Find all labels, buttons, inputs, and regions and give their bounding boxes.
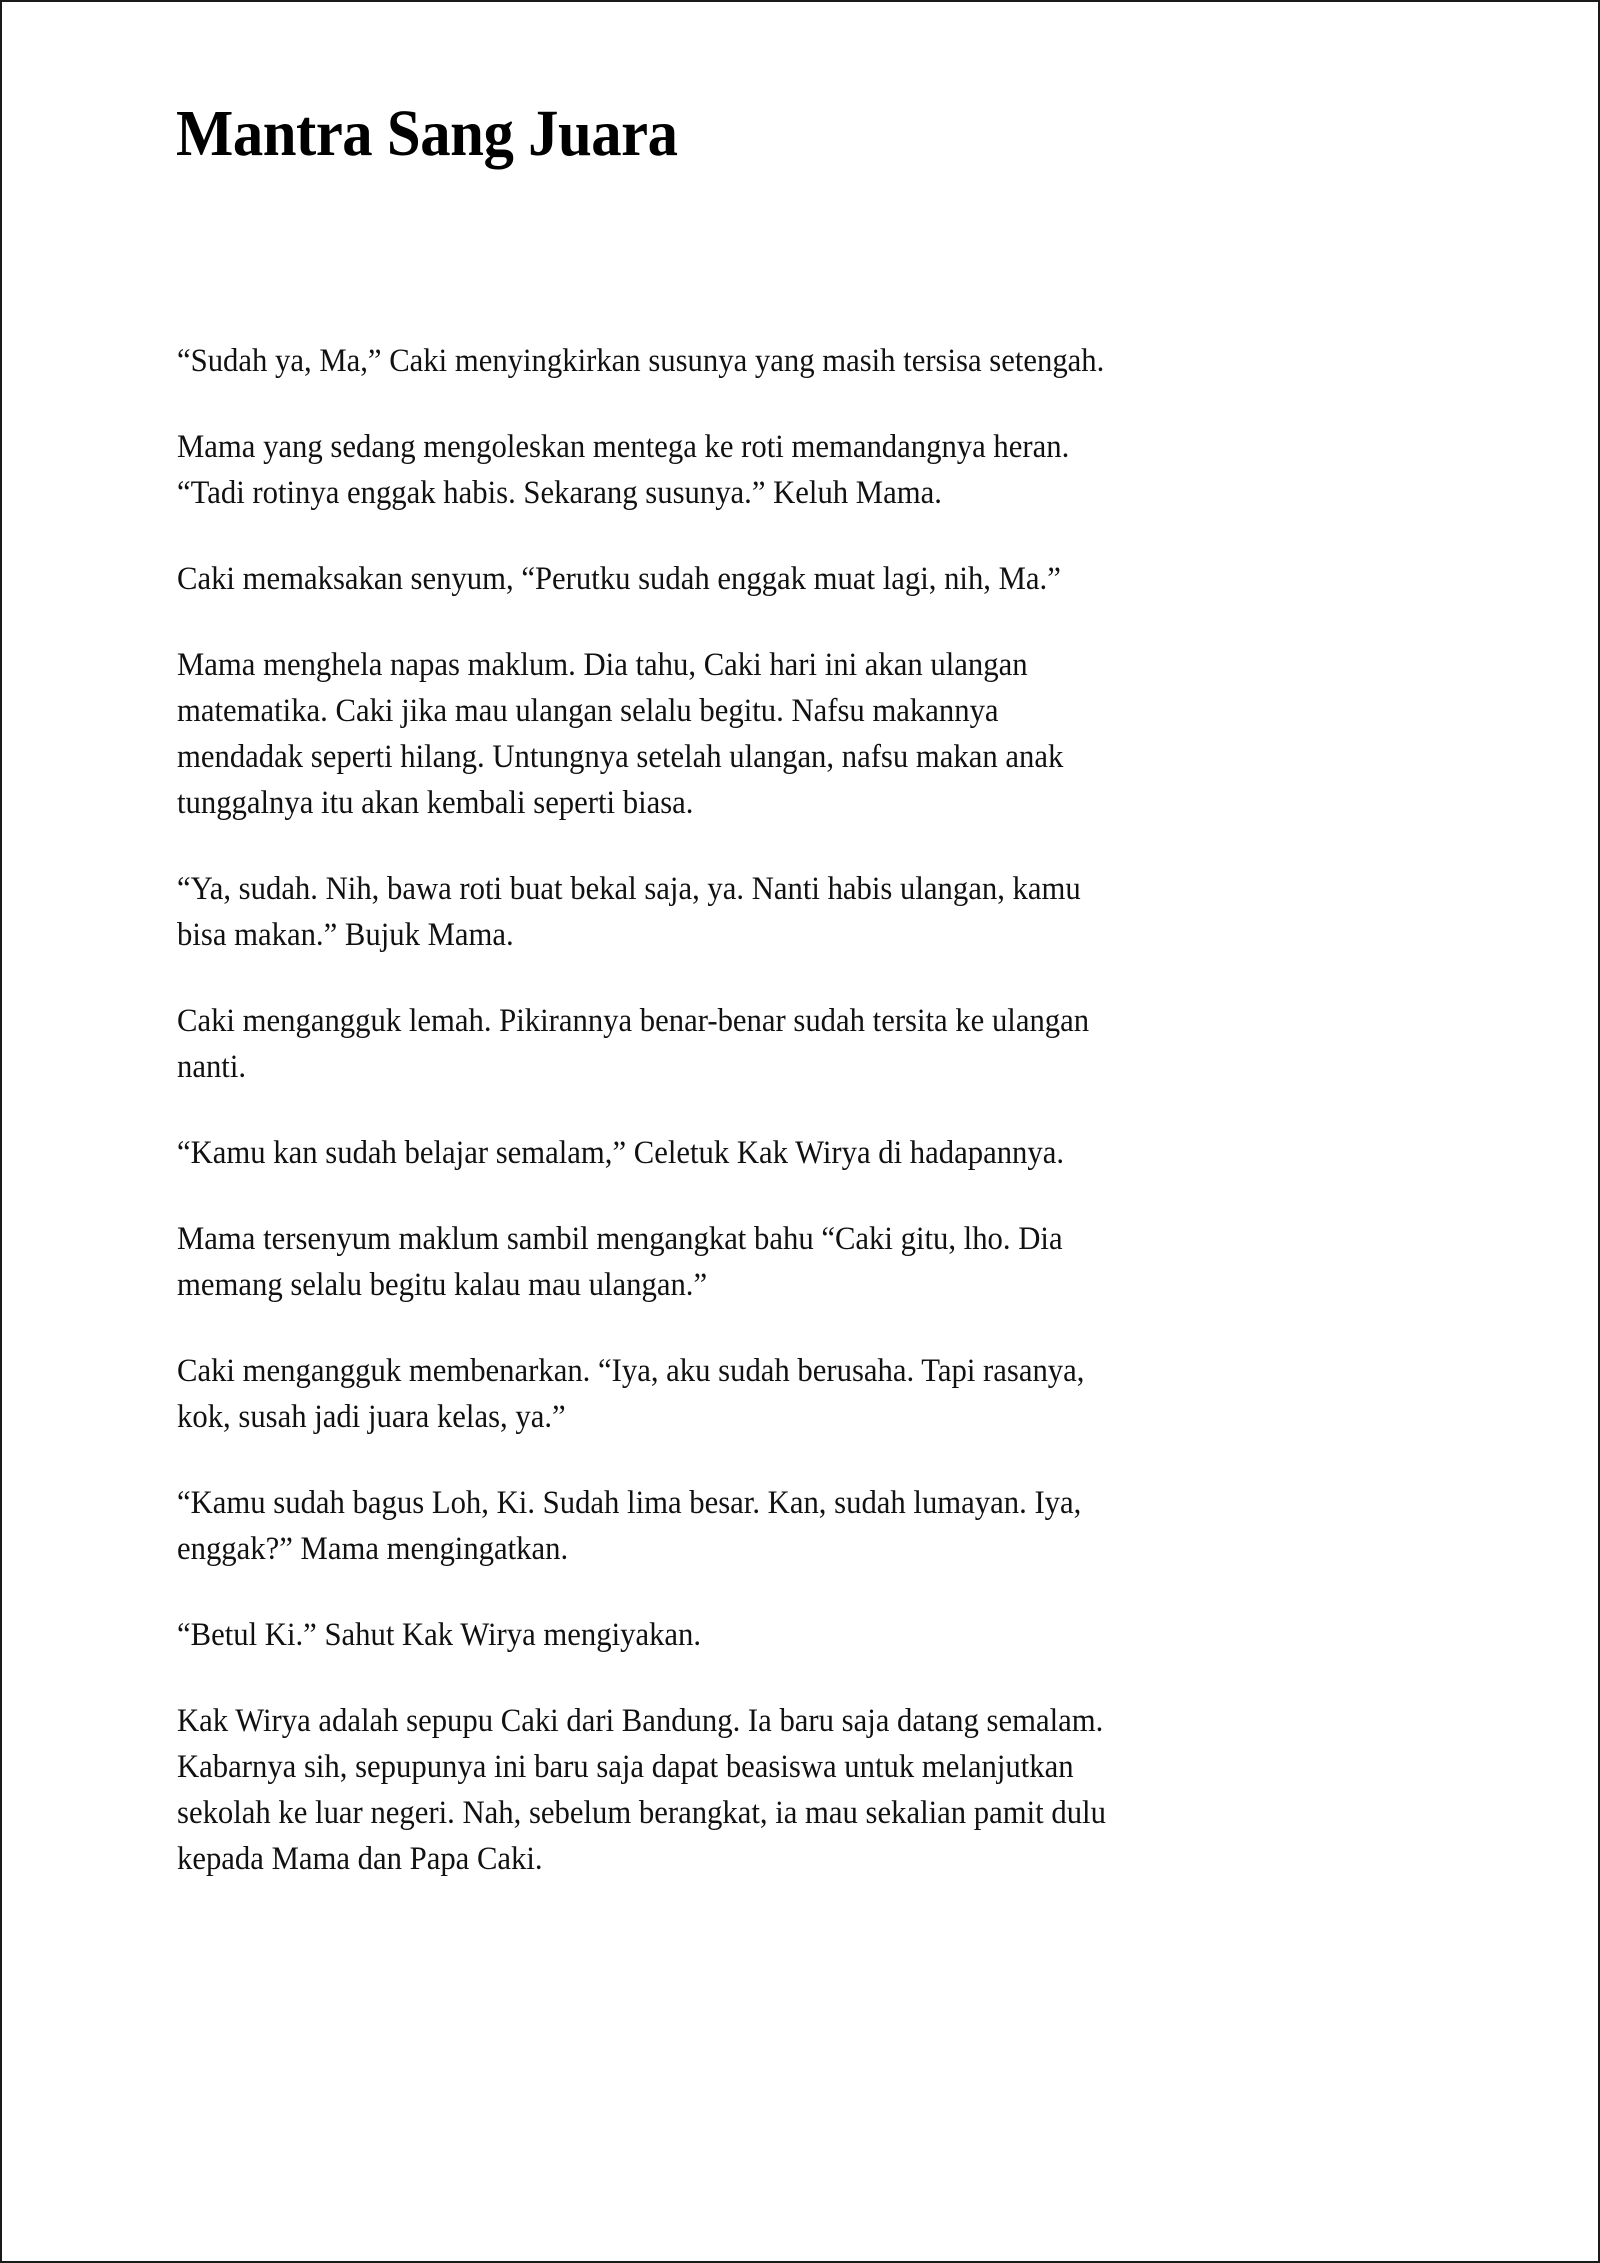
text-line: sekolah ke luar negeri. Nah, sebelum berangkat, ia mau sekalian pamit dulu (177, 1795, 1106, 1831)
paragraph-10 (177, 1480, 1386, 1572)
text-line: “Kamu kan sudah belajar semalam,” Celetuk Kak Wirya di hadapannya. (177, 1135, 1065, 1171)
text-line: Mama yang sedang mengoleskan mentega ke roti memandangnya heran. (177, 429, 1070, 465)
paragraph-8 (177, 1216, 1386, 1308)
paragraph-2 (177, 424, 1386, 516)
text-line: mendadak seperti hilang. Untungnya setelah ulangan, nafsu makan anak (177, 739, 1064, 775)
text-line: Caki memaksakan senyum, “Perutku sudah enggak muat lagi, nih, Ma.” (177, 561, 1061, 597)
paragraph-9 (177, 1348, 1386, 1440)
paragraph-11 (177, 1612, 1386, 1658)
paragraph-3 (177, 556, 1386, 602)
text-line: “Tadi rotinya enggak habis. Sekarang susunya.” Keluh Mama. (177, 475, 942, 511)
text-line: “Ya, sudah. Nih, bawa roti buat bekal saja, ya. Nanti habis ulangan, kamu (177, 871, 1081, 907)
text-line: Caki mengangguk membenarkan. “Iya, aku sudah berusaha. Tapi rasanya, (177, 1353, 1085, 1389)
text-line: Kabarnya sih, sepupunya ini baru saja dapat beasiswa untuk melanjutkan (177, 1749, 1074, 1785)
paragraph-7 (177, 1130, 1386, 1176)
text-line: “Kamu sudah bagus Loh, Ki. Sudah lima besar. Kan, sudah lumayan. Iya, (177, 1485, 1082, 1521)
text-line: enggak?” Mama mengingatkan. (177, 1531, 569, 1567)
story-body (177, 338, 1477, 1922)
text-line: “Sudah ya, Ma,” Caki menyingkirkan susunya yang masih tersisa setengah. (177, 343, 1105, 379)
text-line: tunggalnya itu akan kembali seperti biasa. (177, 785, 694, 821)
text-line: Kak Wirya adalah sepupu Caki dari Bandung. Ia baru saja datang semalam. (177, 1703, 1104, 1739)
text-line: Caki mengangguk lemah. Pikirannya benar-benar sudah tersita ke ulangan (177, 1003, 1090, 1039)
text-line: Mama tersenyum maklum sambil mengangkat bahu “Caki gitu, lho. Dia (177, 1221, 1063, 1257)
text-line: bisa makan.” Bujuk Mama. (177, 917, 514, 953)
text-line: memang selalu begitu kalau mau ulangan.” (177, 1267, 708, 1303)
text-line: “Betul Ki.” Sahut Kak Wirya mengiyakan. (177, 1617, 702, 1653)
paragraph-4 (177, 642, 1386, 826)
paragraph-6 (177, 998, 1386, 1090)
document-title: Mantra Sang Juara (176, 97, 678, 170)
paragraph-5 (177, 866, 1386, 958)
text-line: kepada Mama dan Papa Caki. (177, 1841, 543, 1877)
text-line: kok, susah jadi juara kelas, ya.” (177, 1399, 566, 1435)
text-line: nanti. (177, 1049, 247, 1085)
paragraph-12 (177, 1698, 1386, 1882)
text-line: Mama menghela napas maklum. Dia tahu, Caki hari ini akan ulangan (177, 647, 1028, 683)
paragraph-1 (177, 338, 1386, 384)
text-line: matematika. Caki jika mau ulangan selalu begitu. Nafsu makannya (177, 693, 999, 729)
